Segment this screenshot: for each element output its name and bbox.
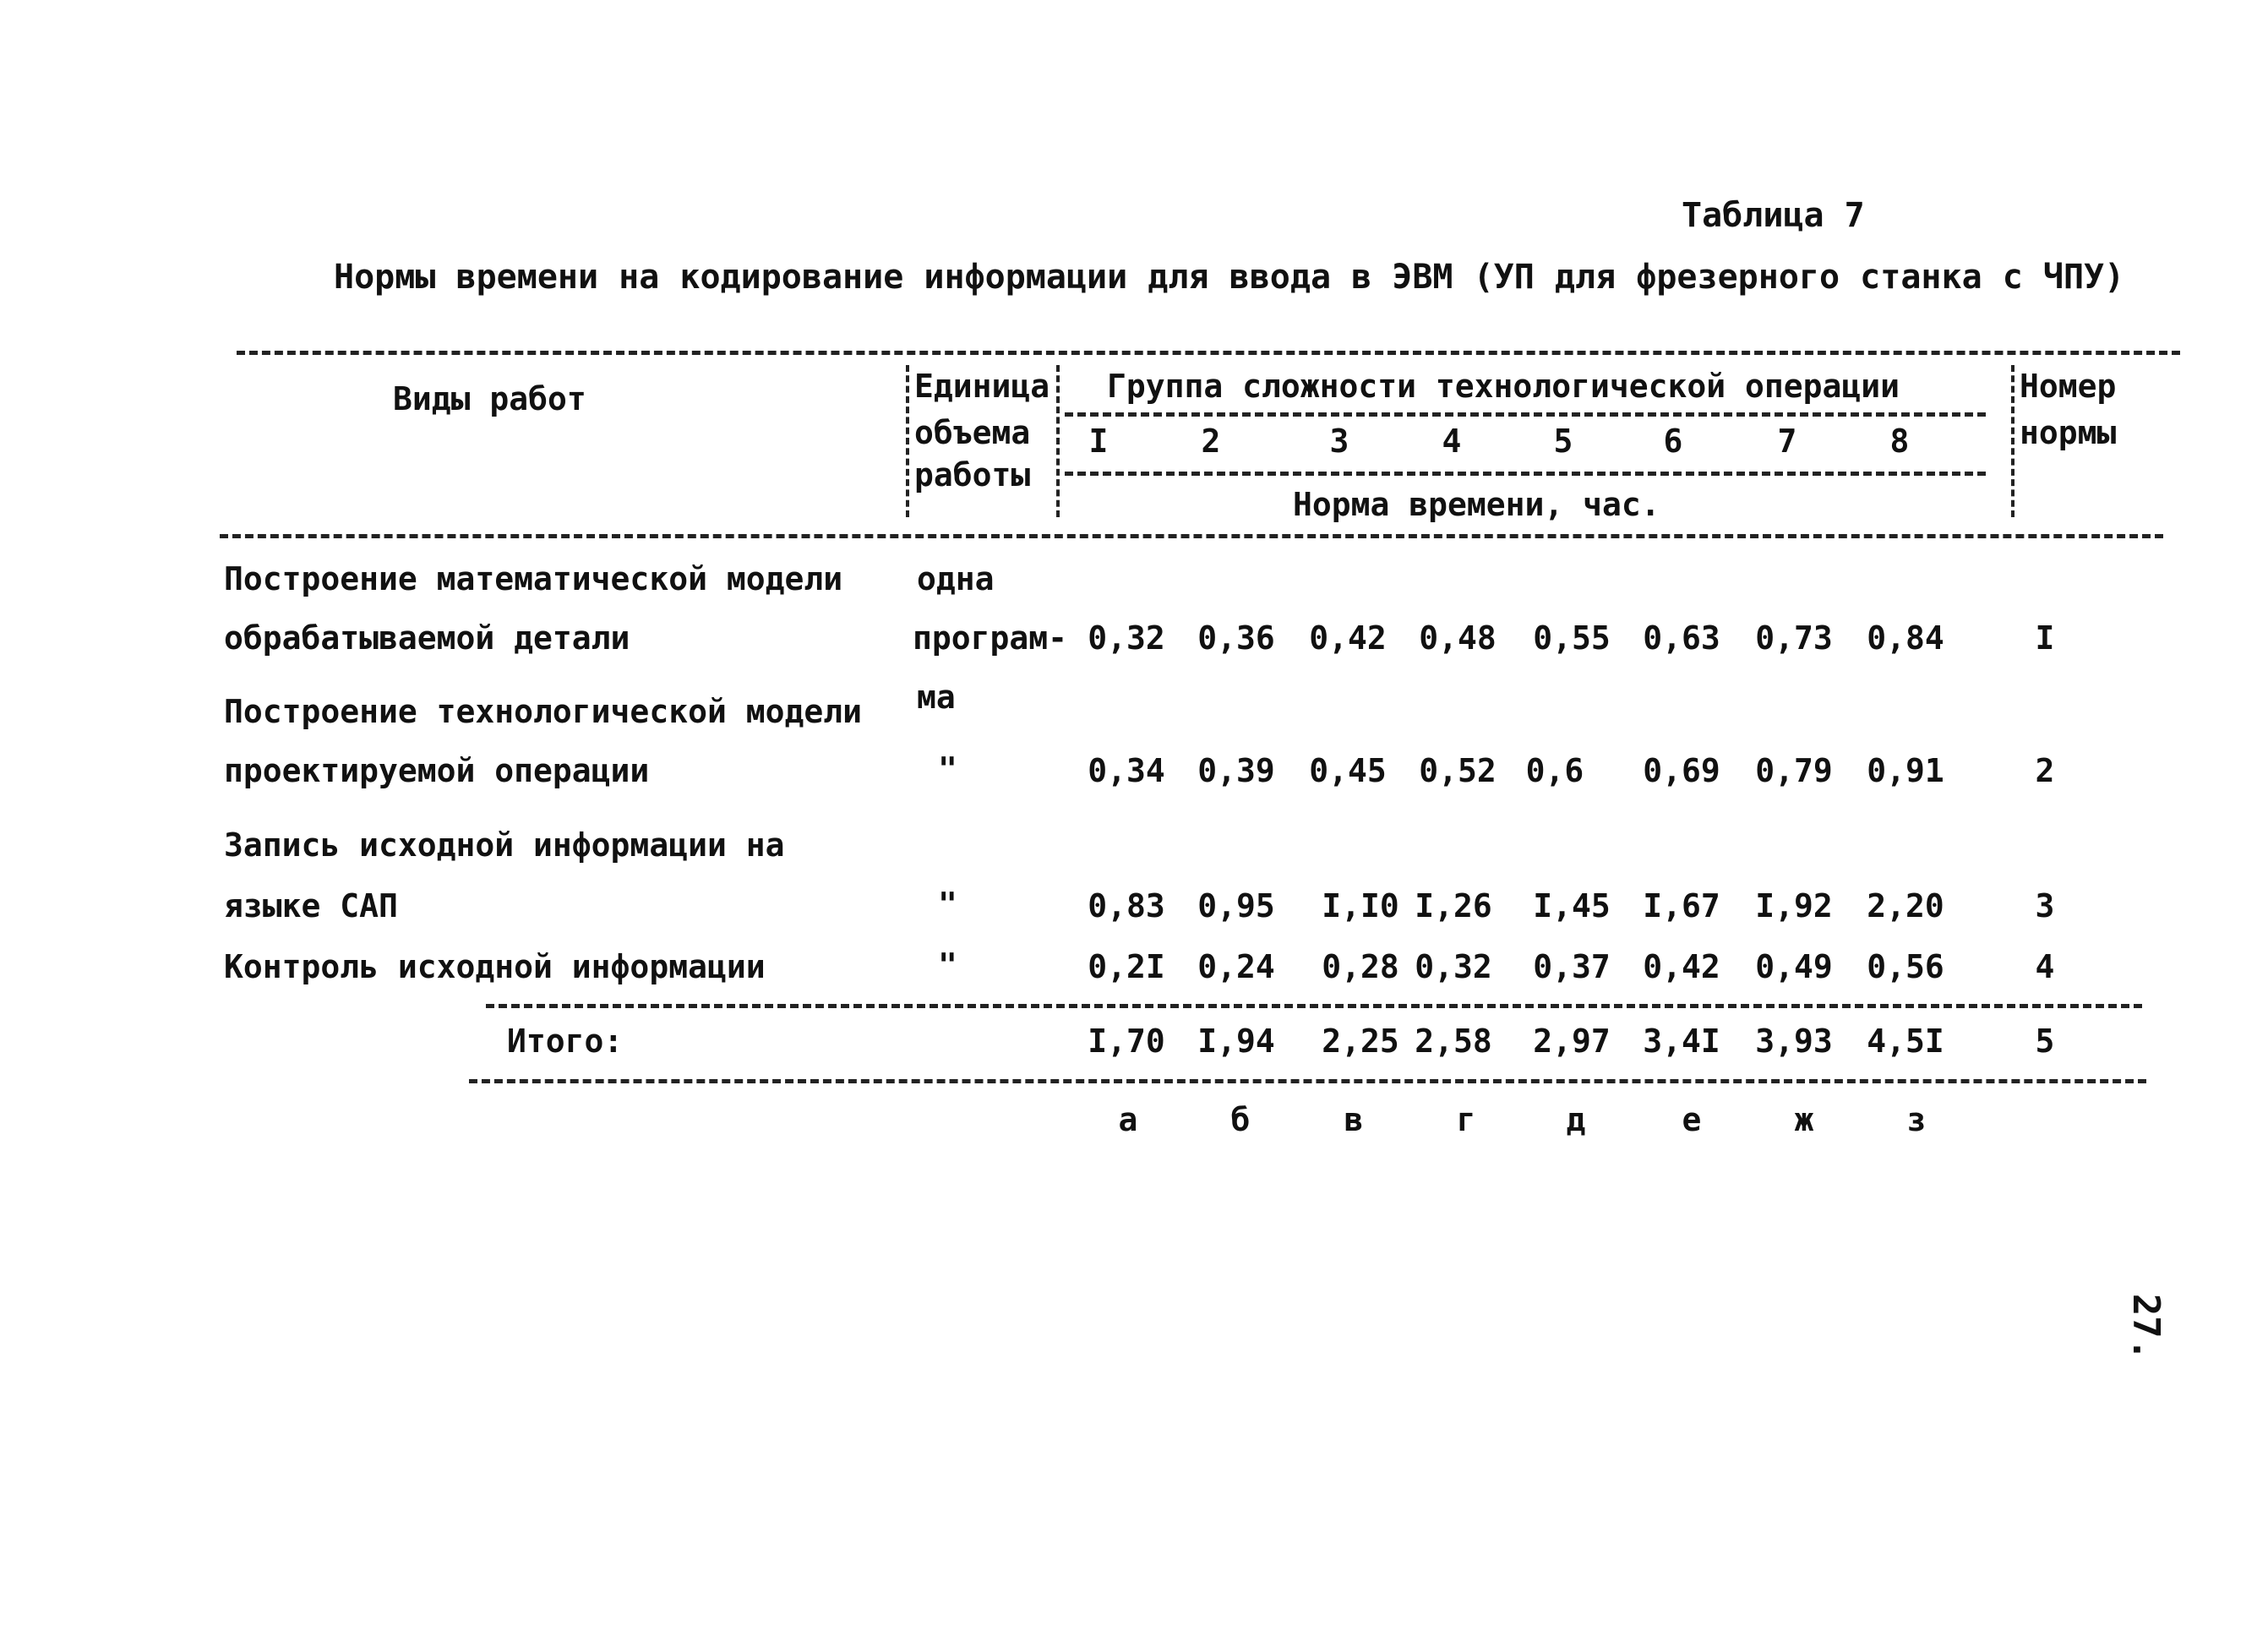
table-cell: 0,45 — [1309, 752, 1387, 789]
table-cell: 0,32 — [1088, 619, 1165, 657]
group-number: I — [1088, 423, 1109, 460]
table-cell: 0,28 — [1322, 948, 1399, 985]
table-cell: 0,56 — [1867, 948, 1944, 985]
total-cell: I,70 — [1088, 1023, 1165, 1060]
table-cell: 0,24 — [1197, 948, 1275, 985]
header-bottom-rule — [220, 534, 2163, 538]
table-top-rule — [237, 351, 2180, 355]
table-title: Нормы времени на кодирование информации для ввода в ЭВМ (УП для фрезерного станка с ЧПУ) — [334, 258, 2125, 297]
table-cell: 0,55 — [1533, 619, 1611, 657]
row-3-name-line2: языке САП — [224, 887, 398, 924]
group-number: 5 — [1553, 423, 1573, 460]
header-norm-time: Норма времени, час. — [1293, 486, 1660, 523]
total-cell: 2,25 — [1322, 1023, 1399, 1060]
row-3-name-line1: Запись исходной информации на — [224, 826, 785, 864]
header-unit-line3: работы — [914, 456, 1031, 494]
column-letter: з — [1906, 1101, 1927, 1138]
table-cell: 0,42 — [1643, 948, 1720, 985]
table-cell: 0,39 — [1197, 752, 1275, 789]
header-unit-line2: объема — [914, 414, 1031, 451]
table-cell: 0,63 — [1643, 619, 1720, 657]
col-sep-unit-left — [906, 365, 909, 517]
table-cell: 0,84 — [1867, 619, 1944, 657]
table-cell: 0,37 — [1533, 948, 1611, 985]
group-number: 4 — [1442, 423, 1462, 460]
table-cell: 0,34 — [1088, 752, 1165, 789]
group-number: 7 — [1777, 423, 1797, 460]
table-cell: 0,79 — [1755, 752, 1833, 789]
table-cell: I,26 — [1415, 887, 1492, 924]
header-group: Группа сложности технологической операции — [1107, 368, 1900, 405]
group-number: 2 — [1201, 423, 1221, 460]
total-label: Итого: — [507, 1023, 624, 1060]
table-cell: I,I0 — [1322, 887, 1399, 924]
table-cell: 0,52 — [1419, 752, 1497, 789]
table-cell: 0,69 — [1643, 752, 1720, 789]
table-cell: 0,42 — [1309, 619, 1387, 657]
total-cell: 2,97 — [1533, 1023, 1611, 1060]
header-unit-line1: Единица — [914, 368, 1050, 405]
row-4-unit: " — [938, 946, 957, 984]
norm-sub-rule — [1065, 472, 1986, 476]
column-letter: в — [1344, 1101, 1364, 1138]
header-work-types: Виды работ — [393, 380, 586, 417]
row-2-name-line2: проектируемой операции — [224, 752, 650, 789]
page-number: 27. — [2124, 1293, 2168, 1361]
row-1-number: I — [2035, 619, 2055, 657]
total-cell: I,94 — [1197, 1023, 1275, 1060]
row-1-unit-line3: ма — [917, 679, 956, 716]
table-cell: 0,73 — [1755, 619, 1833, 657]
group-number: 6 — [1663, 423, 1683, 460]
table-cell: I,67 — [1643, 887, 1720, 924]
group-sub-rule — [1065, 412, 1986, 417]
header-number-line1: Номер — [2020, 368, 2117, 405]
row-1-unit-line1: одна — [917, 560, 995, 597]
group-number: 3 — [1329, 423, 1349, 460]
table-cell: 0,36 — [1197, 619, 1275, 657]
table-cell: 0,95 — [1197, 887, 1275, 924]
group-number: 8 — [1889, 423, 1910, 460]
body-bottom-rule — [486, 1004, 2142, 1008]
row-2-unit: " — [938, 750, 957, 788]
col-sep-unit-right — [1056, 365, 1060, 517]
table-cell: 0,6 — [1525, 752, 1584, 789]
row-3-unit: " — [938, 886, 957, 923]
table-cell: 2,20 — [1867, 887, 1944, 924]
row-4-name-line1: Контроль исходной информации — [224, 948, 766, 985]
row-2-number: 2 — [2035, 752, 2055, 789]
row-1-name-line2: обрабатываемой детали — [224, 619, 630, 657]
table-cell: I,45 — [1533, 887, 1611, 924]
total-number: 5 — [2035, 1023, 2055, 1060]
header-number-line2: нормы — [2020, 414, 2117, 451]
total-cell: 2,58 — [1415, 1023, 1492, 1060]
row-2-name-line1: Построение технологической модели — [224, 693, 862, 730]
table-cell: 0,49 — [1755, 948, 1833, 985]
table-cell: 0,83 — [1088, 887, 1165, 924]
table-cell: 0,91 — [1867, 752, 1944, 789]
column-letter: г — [1456, 1101, 1476, 1138]
table-label: Таблица 7 — [1682, 196, 1865, 235]
total-cell: 4,5I — [1867, 1023, 1944, 1060]
row-1-name-line1: Построение математической модели — [224, 560, 843, 597]
total-cell: 3,4I — [1643, 1023, 1720, 1060]
column-letter: е — [1682, 1101, 1702, 1138]
row-1-unit-line2: програм- — [913, 619, 1068, 657]
table-cell: I,92 — [1755, 887, 1833, 924]
table-cell: 0,48 — [1419, 619, 1497, 657]
column-letter: д — [1566, 1101, 1586, 1138]
column-letter: ж — [1794, 1101, 1814, 1138]
total-cell: 3,93 — [1755, 1023, 1833, 1060]
row-4-number: 4 — [2035, 948, 2055, 985]
column-letter: а — [1118, 1101, 1138, 1138]
total-bottom-rule — [469, 1079, 2146, 1083]
col-sep-number-left — [2011, 365, 2014, 517]
column-letter: б — [1230, 1101, 1251, 1138]
table-cell: 0,2I — [1088, 948, 1165, 985]
row-3-number: 3 — [2035, 887, 2055, 924]
table-cell: 0,32 — [1415, 948, 1492, 985]
